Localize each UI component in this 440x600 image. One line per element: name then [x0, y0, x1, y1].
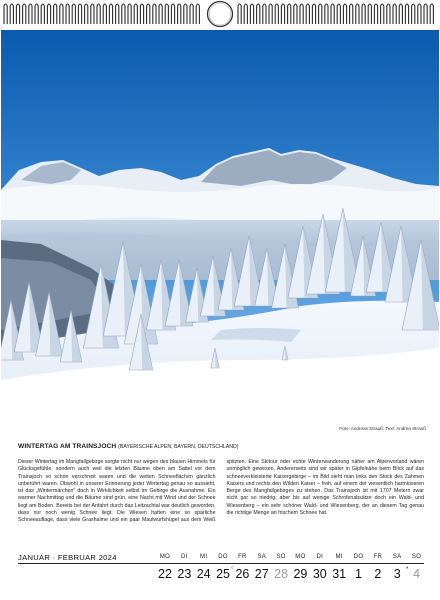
binding-coil	[35, 4, 38, 24]
binding-coil	[134, 4, 137, 24]
weekday-label: SA	[257, 554, 267, 560]
binding-coil	[418, 4, 421, 24]
binding-coil	[147, 4, 150, 24]
binding-coil	[54, 4, 57, 24]
weekday-label: SO	[276, 554, 286, 560]
binding-coil	[331, 4, 334, 24]
binding-coil	[412, 4, 415, 24]
binding-coil	[196, 4, 199, 24]
binding-coil	[60, 4, 63, 24]
binding-coil	[97, 4, 100, 24]
binding-coil	[122, 4, 125, 24]
day-number: 4	[413, 567, 421, 581]
binding-coil	[337, 4, 340, 24]
binding-coil	[319, 4, 322, 24]
binding-coil	[263, 4, 266, 24]
binding-coil	[91, 4, 94, 24]
moon-phase-icon: ○	[231, 565, 235, 571]
binding-coil	[72, 4, 75, 24]
day-number: 22	[158, 567, 172, 581]
binding-coil	[399, 4, 402, 24]
binding-coil	[238, 4, 241, 24]
binding-coil	[362, 4, 365, 24]
weekday-label: DI	[316, 554, 324, 560]
day-number: 1	[355, 567, 362, 581]
weekday-label: MI	[200, 554, 208, 560]
binding-coil	[109, 4, 112, 24]
binding-coil	[47, 4, 50, 24]
binding-coil	[190, 4, 193, 24]
weekday-label: DO	[353, 554, 364, 560]
month-label: JANUAR · FEBRUAR 2024	[18, 553, 117, 562]
weekday-label: DO	[218, 554, 228, 560]
weekday-label: MI	[335, 554, 343, 560]
binding-coil	[23, 4, 26, 24]
binding-coil	[393, 4, 396, 24]
day-number: 31	[332, 567, 347, 581]
binding-coil	[257, 4, 260, 24]
binding-coil	[85, 4, 88, 24]
binding-coil	[281, 4, 284, 24]
weekday-label: SO	[411, 554, 422, 560]
article-subtitle: (BAYERISCHE ALPEN, BAYERN, DEUTSCHLAND)	[118, 444, 239, 450]
binding-coil	[368, 4, 371, 24]
weekday-label: FR	[238, 554, 247, 560]
day-number: 30	[312, 567, 327, 581]
day-number: 26	[235, 567, 250, 581]
binding-coil	[325, 4, 328, 24]
binding-coil	[350, 4, 353, 24]
binding-coil	[140, 4, 143, 24]
binding-coil	[16, 4, 19, 24]
binding-coil	[306, 4, 309, 24]
binding-coil	[387, 4, 390, 24]
weekday-label: MO	[295, 554, 306, 560]
binding-coil	[300, 4, 303, 24]
binding-coil	[41, 4, 44, 24]
binding-coil	[128, 4, 131, 24]
binding-coil	[381, 4, 384, 24]
binding-coil	[29, 4, 32, 24]
hanger-hook-icon	[208, 2, 233, 27]
article-body: Dieser Wintertag im Mangfallgebirge sorgte nicht nur wegen des blauen Himmels für Glücksgefühle, sondern auch weil die letzten Bäume oben am Sattel vor dem Trainsjoch so schön verschneit waren und die weiten Schneeflächen gänzlich unberührt waren. Obwohl in unserer Erinnerung jeder Wintertag genau so aussieht, ist das „Wintermärchen“ doch in Wirklichkeit selbst im Gebirge die Ausnahme. Ein warmer Nachmittag und die Bäume sind grün, eine Nacht mit Wind und der Schnee liegt am Boden. Bereits bei der Anfahrt durch das Leitzachtal war deutlich geworden, dass nur noch wenig Schnee liegt. Die Wiesen hatten eine so spärliche Schneeauflage, dass viele Grashalme und ein paar Maulwurfshügel aus dem Weiß spitzten. Eine Skitour oder echte Winterwanderung näher am Alpenvorland wären unmöglich gewesen. Andererseits sind wir später in Gipfelnähe beim Blick auf das schneeverkleisterte Kaisergebirge – im Bild sieht man links den Stock des Zahmen Kaisers und rechts den Wilden Kaiser – froh, auf einem der wesentlich harmloseren Berge des Mangfallgebirges zu stehen. Das Trainsjoch ist mit 1707 Metern zwar nicht gar so niedrig, aber bis auf wenige Schrofenabsätze doch ein Wald- und Wiesenberg – ein sehr schöner Wald- und Wiesenberg, der an diesem Tag genau die richtige Menge an frischem Schnee hat.	[18, 459, 424, 524]
binding-coil	[116, 4, 119, 24]
day-number: 25	[216, 567, 230, 581]
weekday-label: SA	[392, 554, 402, 560]
binding-coil	[343, 4, 346, 24]
weekday-label: FR	[373, 554, 383, 560]
day-number: 23	[177, 567, 192, 581]
binding-coil	[10, 4, 13, 24]
article-heading	[18, 443, 422, 451]
binding-coil	[4, 4, 7, 24]
day-number: 27	[254, 567, 269, 581]
binding-coil	[78, 4, 81, 24]
binding-coil	[374, 4, 377, 24]
spiral-binding	[0, 0, 440, 30]
binding-coil	[269, 4, 272, 24]
binding-coil	[159, 4, 162, 24]
day-number: 28	[274, 567, 289, 581]
landscape-photo	[1, 30, 439, 424]
binding-coil	[356, 4, 359, 24]
binding-coil	[178, 4, 181, 24]
binding-coil	[312, 4, 315, 24]
binding-coil	[244, 4, 247, 24]
weekday-label: MO	[159, 554, 171, 560]
calendar-day	[405, 553, 429, 581]
winter-landscape-image	[1, 30, 439, 424]
day-number: 24	[196, 567, 211, 581]
binding-coil	[171, 4, 174, 24]
binding-coil	[184, 4, 187, 24]
binding-coil	[288, 4, 291, 24]
day-number: 29	[293, 567, 308, 581]
binding-coil	[405, 4, 408, 24]
day-number: 2	[374, 567, 382, 581]
weekday-label: DI	[181, 554, 188, 560]
binding-coil	[153, 4, 156, 24]
binding-coil	[424, 4, 427, 24]
day-number: 3	[393, 567, 401, 581]
binding-coil	[165, 4, 168, 24]
moon-phase-icon: ◑	[405, 565, 409, 571]
binding-coil	[66, 4, 69, 24]
article-title: WINTERTAG AM TRAINSJOCH	[18, 443, 117, 450]
binding-coil	[103, 4, 106, 24]
binding-coil	[430, 4, 433, 24]
binding-coil	[294, 4, 297, 24]
photo-credit: Foto: Andreas Strauß; Text: Andrea Strauß	[339, 426, 426, 431]
binding-coil	[250, 4, 253, 24]
binding-coil	[275, 4, 278, 24]
